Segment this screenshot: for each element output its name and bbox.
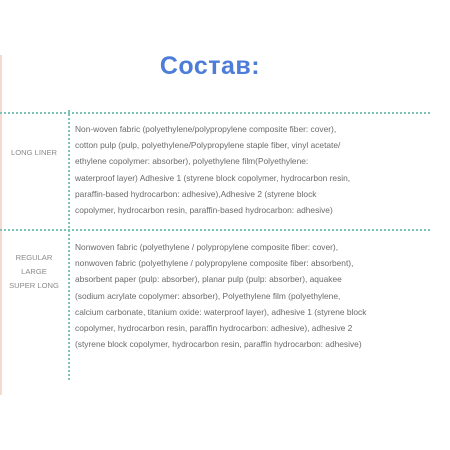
text-line: absorbent paper (pulp: absorber), planar pulp (pulp: absorber), aquakee: [75, 274, 342, 285]
row-label-long-liner: LONG LINER: [11, 148, 57, 157]
row-label-regular-large-super-long: [2, 251, 66, 293]
text-line: waterproof layer) Adhesive 1 (styrene block copolymer, hydrocarbon resin,: [75, 172, 351, 183]
text-line: copolymer, hydrocarbon resin, paraffin-based hydrocarbon: adhesive): [75, 205, 333, 216]
text-line: copolymer, hydrocarbon resin, paraffin hydrocarbon: adhesive), adhesive 2: [75, 323, 353, 334]
label-line: LARGE: [21, 267, 47, 276]
text-line: paraffin-based hydrocarbon: adhesive),Adhesive 2 (styrene block: [75, 188, 317, 199]
text-line: ethylene copolymer: absorber), polyethylene film(Polyethylene:: [75, 156, 309, 167]
label-line: REGULAR: [15, 253, 53, 262]
divider-middle: [0, 229, 430, 231]
divider-top: [0, 112, 430, 114]
text-line: (styrene block copolymer, hydrocarbon resin, paraffin hydrocarbon: adhesive): [75, 339, 362, 350]
row-text-regular-large-super-long: [75, 239, 435, 352]
left-accent-line: [0, 55, 2, 395]
text-line: calcium carbonate, titanium oxide: waterproof layer), adhesive 1 (styrene block: [75, 306, 367, 317]
label-line: SUPER LONG: [9, 281, 59, 290]
text-line: nonwoven fabric (polyethylene / polypropylene composite fiber: absorbent),: [75, 258, 354, 269]
page-title: Состав:: [159, 52, 261, 80]
text-line: Non-woven fabric (polyethylene/polypropylene composite fiber: cover),: [75, 124, 337, 134]
text-line: (sodium acrylate copolymer: absorber), Polyethylene film (polyethylene,: [75, 290, 341, 301]
column-divider: [68, 110, 70, 380]
row-text-long-liner: [75, 121, 435, 218]
text-line: cotton pulp (pulp, polyethylene/Polypropylene staple fiber, vinyl acetate/: [75, 140, 341, 151]
text-line: Nonwoven fabric (polyethylene / polypropylene composite fiber: cover),: [75, 242, 339, 252]
